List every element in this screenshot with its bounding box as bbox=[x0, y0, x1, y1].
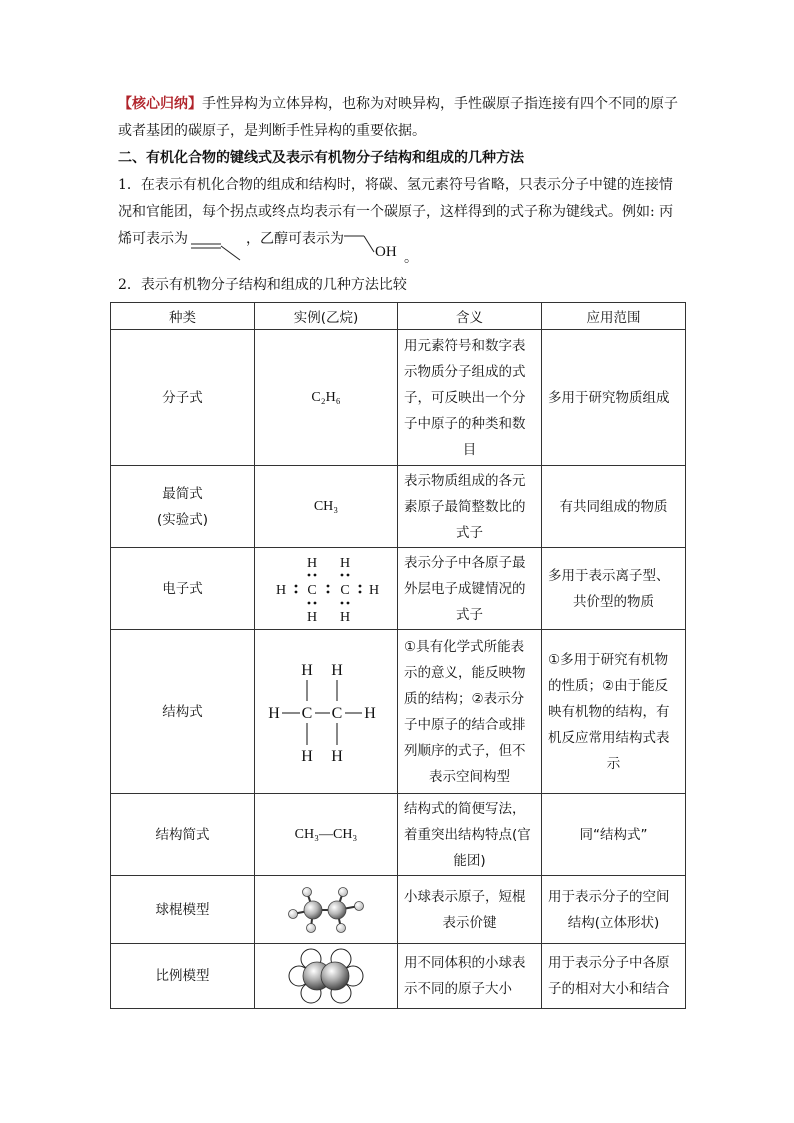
c-atom: C bbox=[301, 704, 313, 722]
use-line: ①多用于研究有机物 bbox=[548, 651, 669, 668]
ethanol-skeletal-formula bbox=[342, 230, 378, 260]
type-cell bbox=[111, 466, 255, 548]
h-atom: H bbox=[268, 704, 280, 722]
use-line: 示 bbox=[606, 755, 621, 772]
h-ball bbox=[303, 887, 312, 896]
h-atom: H bbox=[331, 747, 343, 765]
meaning-cell bbox=[398, 466, 542, 548]
use-cell bbox=[542, 944, 686, 1009]
h-ball bbox=[307, 923, 316, 932]
c-atom: C bbox=[307, 582, 317, 598]
use-line: 的性质；②由于能反 bbox=[548, 677, 669, 694]
meaning-line: 质的结构；②表示分 bbox=[404, 690, 525, 707]
use-cell bbox=[542, 630, 686, 794]
h-atom: H bbox=[339, 555, 351, 571]
space-filling-model bbox=[281, 948, 371, 1004]
meaning-cell bbox=[398, 548, 542, 630]
item1-line-3a: 烯可表示为 bbox=[118, 231, 188, 247]
summary-text-2: 或者基团的碳原子，是判断手性异构的重要依据。 bbox=[118, 123, 426, 139]
summary-text-1: 手性异构为立体异构，也称为对映异构，手性碳原子指连接有四个不同的原子 bbox=[202, 96, 678, 112]
meaning-line: 式子 bbox=[456, 524, 483, 541]
h-atom: H bbox=[339, 609, 351, 625]
meaning-line: 素原子最简整数比的 bbox=[404, 498, 526, 515]
h-atom: H bbox=[306, 555, 318, 571]
h-atom: H bbox=[368, 582, 380, 598]
h-ball bbox=[355, 901, 364, 910]
meaning-cell bbox=[398, 794, 542, 876]
meaning-line: 目 bbox=[462, 441, 477, 458]
use-line: 共价型的物质 bbox=[573, 593, 654, 610]
type-cell bbox=[111, 330, 255, 466]
type-line: 结构式 bbox=[162, 703, 203, 720]
use-cell bbox=[542, 876, 686, 944]
meaning-cell bbox=[398, 876, 542, 944]
header-example: 实例(乙烷) bbox=[255, 303, 398, 330]
meaning-line: 表示空间构型 bbox=[429, 768, 510, 785]
example-cell: CH₃—CH₃ bbox=[255, 794, 398, 876]
table-row bbox=[111, 330, 686, 466]
c-atom: C bbox=[331, 704, 343, 722]
use-line: 映有机物的结构，有 bbox=[548, 703, 670, 720]
meaning-line: 示物质分子组成的式 bbox=[404, 363, 526, 380]
meaning-line: 着重突出结构特点(官 bbox=[404, 826, 531, 843]
h-atom: H bbox=[301, 747, 313, 765]
summary-paragraph bbox=[118, 91, 678, 145]
meaning-line: 子，可反映出一个分 bbox=[404, 389, 526, 406]
c-ball bbox=[328, 901, 346, 919]
meaning-line: 表示分子中各原子最 bbox=[404, 554, 526, 571]
item2-heading: 2．表示有机物分子结构和组成的几种方法比较 bbox=[118, 277, 407, 293]
use-line: 有共同组成的物质 bbox=[559, 498, 668, 515]
use-line: 子的相对大小和结合 bbox=[548, 981, 670, 997]
meaning-line: 用元素符号和数字表 bbox=[404, 337, 526, 354]
use-line: 用于表示分子的空间 bbox=[548, 888, 670, 905]
h-atom: H bbox=[364, 704, 376, 722]
c-atom: C bbox=[340, 582, 350, 598]
type-cell bbox=[111, 548, 255, 630]
type-line: 结构简式 bbox=[155, 826, 210, 843]
use-line: 同“结构式” bbox=[579, 826, 648, 843]
table-row bbox=[111, 630, 686, 794]
ball-and-stick-model bbox=[281, 882, 371, 938]
table-row bbox=[111, 876, 686, 944]
meaning-line: 外层电子成键情况的 bbox=[404, 580, 526, 597]
type-cell bbox=[111, 794, 255, 876]
meaning-line: 列顺序的式子，但不 bbox=[404, 742, 526, 759]
item1-line-1: 1．在表示有机化合物的组成和结构时，将碳、氢元素符号省略，只表示分子中键的连接情 bbox=[118, 177, 673, 193]
use-cell bbox=[542, 794, 686, 876]
use-line: 用于表示分子中各原 bbox=[548, 955, 670, 971]
item1-period: 。 bbox=[404, 250, 418, 266]
type-line: 球棍模型 bbox=[155, 901, 210, 918]
header-type: 种类 bbox=[111, 303, 255, 330]
use-line: 多用于表示离子型、 bbox=[548, 567, 670, 584]
comparison-table bbox=[110, 302, 686, 1009]
section-heading: 二、有机化合物的键线式及表示有机物分子结构和组成的几种方法 bbox=[118, 150, 524, 166]
table-row bbox=[111, 466, 686, 548]
h-ball bbox=[339, 887, 348, 896]
table-row bbox=[111, 794, 686, 876]
example-cell bbox=[255, 630, 398, 794]
header-meaning: 含义 bbox=[398, 303, 542, 330]
table-row bbox=[111, 548, 686, 630]
meaning-line: 用不同体积的小球表 bbox=[404, 955, 526, 971]
meaning-line: 式子 bbox=[456, 606, 483, 623]
use-cell bbox=[542, 548, 686, 630]
use-line: 结构(立体形状) bbox=[567, 914, 660, 931]
h-ball bbox=[289, 909, 298, 918]
meaning-cell bbox=[398, 944, 542, 1009]
example-cell bbox=[255, 876, 398, 944]
meaning-cell bbox=[398, 630, 542, 794]
type-line: 分子式 bbox=[162, 389, 203, 406]
use-line: 机反应常用结构式表 bbox=[548, 729, 670, 746]
h-atom: H bbox=[306, 609, 318, 625]
c-sphere bbox=[321, 962, 349, 990]
h-ball bbox=[337, 923, 346, 932]
meaning-line: 子中原子的结合或排 bbox=[404, 716, 526, 733]
type-line: (实验式) bbox=[156, 511, 209, 528]
h-atom: H bbox=[301, 661, 313, 679]
example-cell: CH₃ bbox=[255, 466, 398, 548]
meaning-line: 表示价键 bbox=[442, 914, 497, 931]
summary-label: 【核心归纳】 bbox=[118, 96, 202, 112]
example-cell: C₂H₆ bbox=[255, 330, 398, 466]
item1-line-3b: ，乙醇可表示为 bbox=[246, 231, 344, 247]
use-line: 多用于研究物质组成 bbox=[548, 389, 670, 406]
type-cell bbox=[111, 630, 255, 794]
meaning-line: 结构式的简便写法， bbox=[404, 800, 526, 817]
propene-skeletal-formula bbox=[188, 238, 248, 264]
ethanol-oh-label: OH bbox=[375, 244, 397, 260]
example-cell bbox=[255, 944, 398, 1009]
use-cell bbox=[542, 466, 686, 548]
use-cell bbox=[542, 330, 686, 466]
table-row bbox=[111, 944, 686, 1009]
header-use: 应用范围 bbox=[542, 303, 686, 330]
type-line: 最简式 bbox=[162, 485, 203, 502]
c-ball bbox=[304, 901, 322, 919]
meaning-line: 能团) bbox=[453, 852, 486, 869]
table-header-row bbox=[111, 303, 686, 330]
type-line: 电子式 bbox=[162, 580, 203, 597]
meaning-line: 表示物质组成的各元 bbox=[404, 472, 526, 489]
ethane-structural-formula bbox=[261, 657, 391, 767]
example-cell bbox=[255, 548, 398, 630]
item1-line-2: 况和官能团，每个拐点或终点均表示有一个碳原子，这样得到的式子称为键线式。例如: 丙 bbox=[118, 204, 674, 220]
electron-dot-formula bbox=[261, 553, 391, 625]
meaning-line: 小球表示原子，短棍 bbox=[404, 888, 526, 905]
meaning-line: 示不同的原子大小 bbox=[404, 981, 512, 997]
meaning-line: 子中原子的种类和数 bbox=[404, 415, 526, 432]
h-atom: H bbox=[275, 582, 287, 598]
meaning-cell bbox=[398, 330, 542, 466]
h-atom: H bbox=[331, 661, 343, 679]
meaning-line: 示的意义，能反映物 bbox=[404, 664, 526, 681]
type-cell bbox=[111, 876, 255, 944]
meaning-line: ①具有化学式所能表 bbox=[404, 638, 525, 655]
type-cell bbox=[111, 944, 255, 1009]
type-line: 比例模型 bbox=[155, 968, 210, 984]
